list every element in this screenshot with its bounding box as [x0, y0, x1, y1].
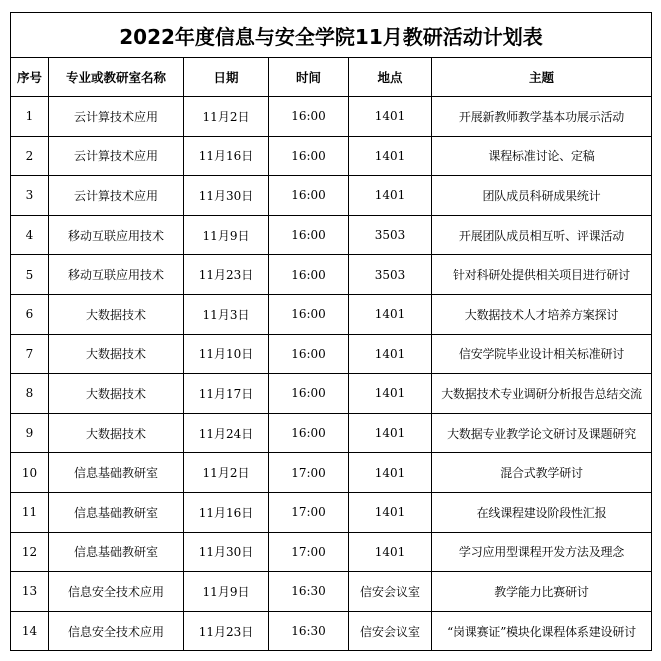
cell-no: 12 [11, 532, 49, 572]
cell-date: 11月16日 [184, 136, 269, 176]
cell-no: 8 [11, 374, 49, 414]
table-row [11, 611, 652, 651]
cell-date: 11月16日 [184, 492, 269, 532]
cell-topic: 大数据专业教学论文研讨及课题研究 [432, 413, 652, 453]
cell-topic: 学习应用型课程开发方法及理念 [432, 532, 652, 572]
cell-date: 11月23日 [184, 611, 269, 651]
cell-no: 14 [11, 611, 49, 651]
cell-time: 16:00 [269, 97, 349, 137]
cell-dept: 大数据技术 [49, 294, 184, 334]
plan-table [10, 12, 652, 651]
cell-no: 9 [11, 413, 49, 453]
cell-date: 11月30日 [184, 532, 269, 572]
cell-dept: 移动互联应用技术 [49, 255, 184, 295]
cell-topic: 针对科研处提供相关项目进行研讨 [432, 255, 652, 295]
table-row [11, 215, 652, 255]
cell-topic: 在线课程建设阶段性汇报 [432, 492, 652, 532]
cell-dept: 信息基础教研室 [49, 532, 184, 572]
cell-time: 16:00 [269, 215, 349, 255]
cell-date: 11月10日 [184, 334, 269, 374]
cell-place: 1401 [349, 97, 432, 137]
cell-date: 11月2日 [184, 453, 269, 493]
cell-place: 信安会议室 [349, 611, 432, 651]
table-row [11, 374, 652, 414]
cell-topic: 大数据技术人才培养方案探讨 [432, 294, 652, 334]
cell-topic: 团队成员科研成果统计 [432, 176, 652, 216]
cell-topic: 开展新教师教学基本功展示活动 [432, 97, 652, 137]
cell-no: 4 [11, 215, 49, 255]
cell-place: 1401 [349, 532, 432, 572]
table-title: 2022年度信息与安全学院11月教研活动计划表 [11, 13, 652, 58]
table-row [11, 532, 652, 572]
cell-date: 11月23日 [184, 255, 269, 295]
cell-topic: 教学能力比赛研讨 [432, 572, 652, 612]
cell-time: 17:00 [269, 532, 349, 572]
cell-time: 16:00 [269, 136, 349, 176]
cell-time: 16:00 [269, 374, 349, 414]
cell-dept: 信息基础教研室 [49, 453, 184, 493]
cell-place: 1401 [349, 413, 432, 453]
header-date: 日期 [184, 58, 269, 97]
table-row [11, 413, 652, 453]
cell-date: 11月9日 [184, 572, 269, 612]
cell-date: 11月9日 [184, 215, 269, 255]
cell-topic: “岗课赛证”模块化课程体系建设研讨 [432, 611, 652, 651]
cell-topic: 大数据技术专业调研分析报告总结交流 [432, 374, 652, 414]
cell-dept: 信息安全技术应用 [49, 572, 184, 612]
table-row [11, 294, 652, 334]
cell-no: 3 [11, 176, 49, 216]
cell-date: 11月17日 [184, 374, 269, 414]
cell-no: 11 [11, 492, 49, 532]
table-row [11, 176, 652, 216]
cell-place: 1401 [349, 492, 432, 532]
cell-date: 11月2日 [184, 97, 269, 137]
cell-date: 11月24日 [184, 413, 269, 453]
cell-no: 1 [11, 97, 49, 137]
cell-topic: 混合式教学研讨 [432, 453, 652, 493]
table-row [11, 492, 652, 532]
cell-time: 16:00 [269, 413, 349, 453]
header-no: 序号 [11, 58, 49, 97]
header-row [11, 58, 652, 97]
table-body [11, 97, 652, 651]
cell-time: 16:00 [269, 255, 349, 295]
table-row [11, 97, 652, 137]
plan-sheet [10, 12, 651, 651]
cell-place: 1401 [349, 176, 432, 216]
table-row [11, 136, 652, 176]
cell-dept: 大数据技术 [49, 374, 184, 414]
cell-place: 1401 [349, 453, 432, 493]
cell-topic: 课程标准讨论、定稿 [432, 136, 652, 176]
cell-place: 1401 [349, 136, 432, 176]
cell-dept: 信息基础教研室 [49, 492, 184, 532]
cell-place: 3503 [349, 255, 432, 295]
table-row [11, 334, 652, 374]
cell-dept: 云计算技术应用 [49, 136, 184, 176]
cell-date: 11月30日 [184, 176, 269, 216]
cell-date: 11月3日 [184, 294, 269, 334]
table-row [11, 453, 652, 493]
cell-place: 1401 [349, 334, 432, 374]
table-row [11, 572, 652, 612]
cell-dept: 云计算技术应用 [49, 97, 184, 137]
cell-time: 16:30 [269, 572, 349, 612]
cell-place: 3503 [349, 215, 432, 255]
header-topic: 主题 [432, 58, 652, 97]
cell-no: 13 [11, 572, 49, 612]
cell-dept: 云计算技术应用 [49, 176, 184, 216]
table-row [11, 255, 652, 295]
cell-topic: 开展团队成员相互听、评课活动 [432, 215, 652, 255]
cell-time: 16:30 [269, 611, 349, 651]
cell-no: 7 [11, 334, 49, 374]
cell-time: 16:00 [269, 334, 349, 374]
cell-place: 信安会议室 [349, 572, 432, 612]
cell-time: 17:00 [269, 453, 349, 493]
cell-time: 16:00 [269, 294, 349, 334]
cell-dept: 移动互联应用技术 [49, 215, 184, 255]
header-place: 地点 [349, 58, 432, 97]
cell-no: 2 [11, 136, 49, 176]
header-time: 时间 [269, 58, 349, 97]
cell-time: 16:00 [269, 176, 349, 216]
cell-place: 1401 [349, 294, 432, 334]
cell-no: 10 [11, 453, 49, 493]
cell-no: 6 [11, 294, 49, 334]
cell-place: 1401 [349, 374, 432, 414]
cell-no: 5 [11, 255, 49, 295]
cell-dept: 大数据技术 [49, 334, 184, 374]
cell-time: 17:00 [269, 492, 349, 532]
cell-dept: 大数据技术 [49, 413, 184, 453]
cell-dept: 信息安全技术应用 [49, 611, 184, 651]
header-dept: 专业或教研室名称 [49, 58, 184, 97]
cell-topic: 信安学院毕业设计相关标准研讨 [432, 334, 652, 374]
